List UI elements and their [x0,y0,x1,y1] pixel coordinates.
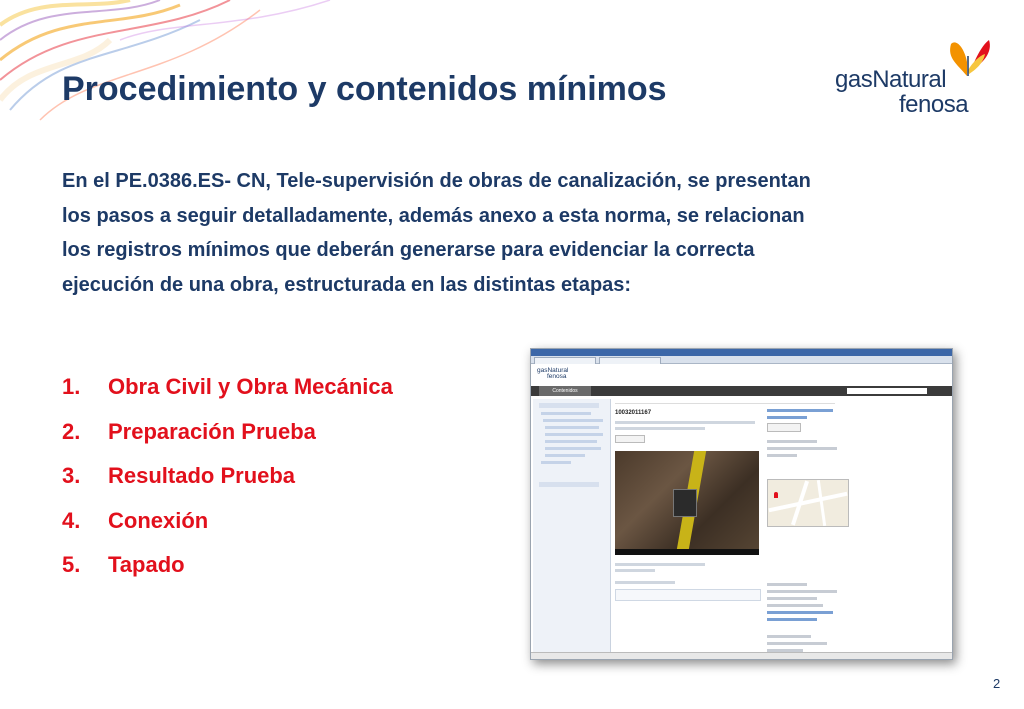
excavation-photo [615,451,759,555]
intro-line: ejecución de una obra, estructurada en las distintas etapas: [62,273,632,296]
step-label: Resultado Prueba [108,463,296,488]
step-label: Obra Civil y Obra Mecánica [108,374,393,399]
step-label: Tapado [108,552,185,577]
document-panel [615,399,761,655]
logo-text-gasnatural: gasNatural [835,66,947,93]
page-title: Procedimiento y contenidos mínimos [62,70,667,108]
embedded-app-screenshot [530,348,953,660]
browser-tab [534,357,596,364]
search-input [847,388,927,394]
mini-logo: gasNatural fenosa [537,367,569,380]
list-item [62,370,393,415]
app-navbar [531,386,952,396]
steps-list [62,370,393,593]
list-item [62,504,393,549]
page-number: 2 [993,676,1001,691]
step-number: 1. [62,374,81,399]
step-label: Preparación Prueba [108,418,316,444]
list-item [62,548,393,593]
logo-text-fenosa: fenosa [899,91,969,118]
decorative-swirl [0,0,360,130]
step-number: 3. [62,463,81,488]
list-item [62,415,393,460]
sidebar-tree [533,399,611,657]
app-header [531,364,952,387]
intro-line: los registros mínimos que deberán generarse para evidenciar la correcta [62,239,755,261]
list-item [62,459,393,504]
step-number: 4. [62,507,81,533]
browser-tabbar [531,356,952,364]
gasnatural-fenosa-logo [833,36,993,121]
comment-box [615,589,761,601]
step-number: 5. [62,552,81,577]
step-label: Conexión [108,507,209,533]
butterfly-icon [943,36,993,80]
details-panel [767,409,849,649]
intro-line: En el PE.0386.ES- CN, Tele-supervisión de obras de canalización, se presentan [62,170,811,192]
status-bar [531,652,952,660]
document-id: 10032011167 [615,410,652,416]
browser-titlebar [531,349,952,356]
video-controls [615,549,759,555]
step-number: 2. [62,418,81,444]
intro-paragraph [62,164,962,302]
location-map [767,479,849,527]
intro-line: los pasos a seguir detalladamente, además anexo a esta norma, se relacionan [62,204,805,227]
browser-tab [599,357,661,364]
tab-contenidos: Contenidos [539,386,591,396]
